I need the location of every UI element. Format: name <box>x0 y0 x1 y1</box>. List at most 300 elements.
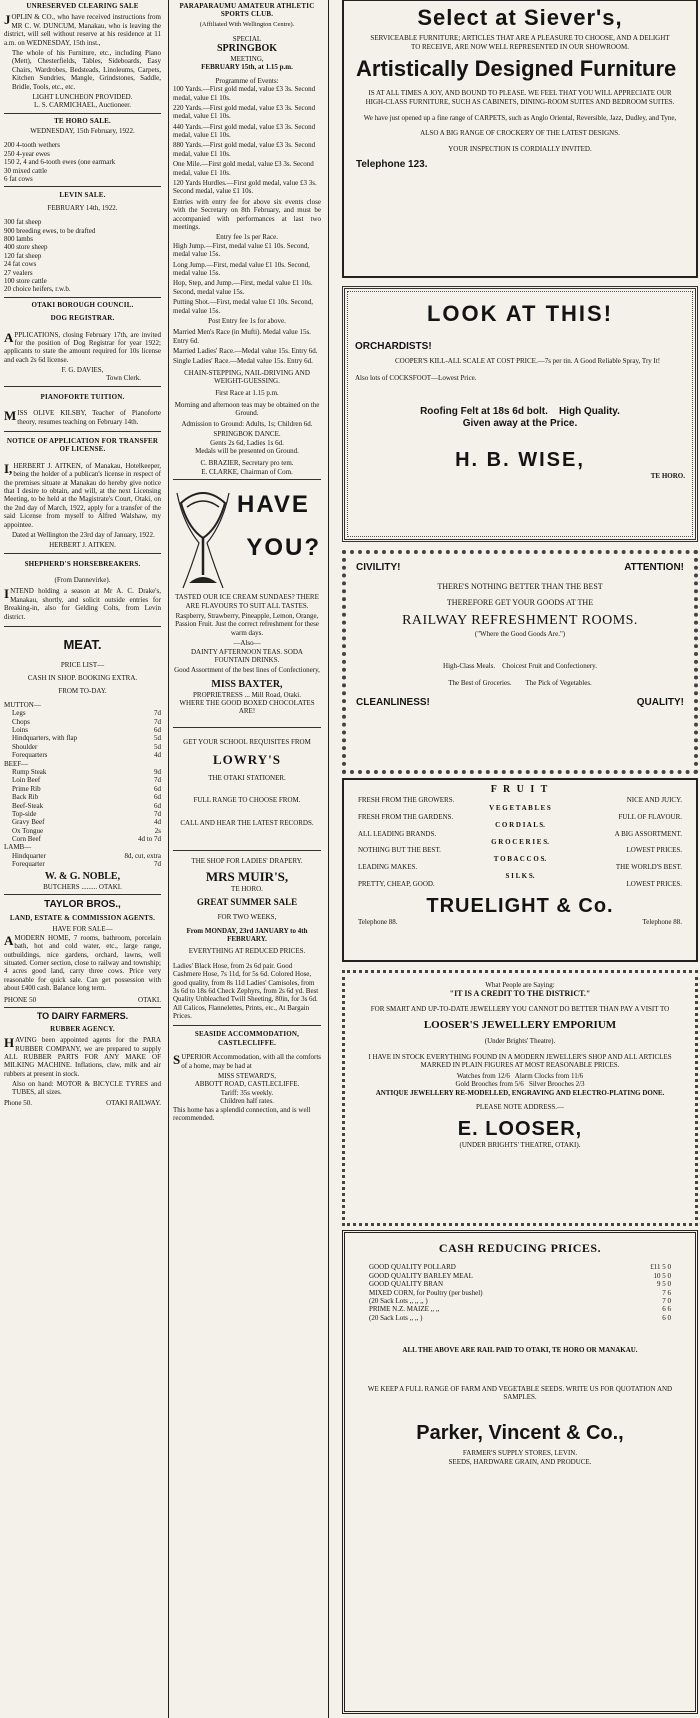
siever-tag: SERVICEABLE FURNITURE; ARTICLES THAT ARE A PLEASURE TO CHOOSE, AND A DELIGHT TO RECEIVE, ARE NOW WELL REPRESENTED IN OUR SHOWROOM. <box>370 34 670 51</box>
muir-dates: From MONDAY, 23rd JANUARY to 4th FEBRUARY. <box>186 926 308 943</box>
meat-price: 6d <box>154 725 161 734</box>
meat-row <box>4 860 161 868</box>
truelight-left: LEADING MAKES. <box>358 863 418 872</box>
parker-stores: FARMER'S SUPPLY STORES, LEVIN. <box>462 1449 578 1458</box>
sports-chair: E. CLARKE, Chairman of Com. <box>201 467 293 476</box>
truelight-right: LOWEST PRICES. <box>626 846 682 855</box>
meat-row <box>4 718 161 726</box>
wise-also: Also lots of COCKSFOOT—Lowest Price. <box>355 373 477 382</box>
truelight-right: THE WORLD'S BEST. <box>615 863 682 872</box>
meat-item: Corn Beef <box>12 835 41 844</box>
sports-event: 880 Yards.—First gold medal, value £3 3s. Second medal, value £1 10s. <box>173 141 316 158</box>
clearing-sale-auctioneer: L. S. CARMICHAEL, Auctioneer. <box>33 101 132 110</box>
wise-ad <box>340 284 700 546</box>
parker-seeds: SEEDS, HARDWARE GRAIN, AND PRODUCE. <box>448 1457 592 1466</box>
truelight-line <box>358 821 682 829</box>
meat-row <box>4 827 161 835</box>
railway-attention: ATTENTION! <box>624 562 684 573</box>
parker-item: (20 Sack Lots ,, ,, ,, ) <box>369 1296 428 1305</box>
parker-price: 10 5 0 <box>653 1271 671 1280</box>
seaside-addr: ABBOTT ROAD, CASTLECLIFFE. <box>194 1080 300 1089</box>
meat-row <box>4 743 161 751</box>
truelight-ad <box>340 778 700 966</box>
wise-cooper: COOPER'S KILL-ALL SCALE AT COST PRICE.—7s per tin. A Good Reliable Spray, Try It! <box>395 357 661 366</box>
meat-price: 4d <box>154 818 161 827</box>
sports-event: 100 Yards.—First gold medal, value £3 3s. Second medal, value £1 10s. <box>173 85 316 102</box>
taylor-sub: LAND, ESTATE & COMMISSION AGENTS. <box>9 914 156 923</box>
lowry-sub: THE OTAKI STATIONER. <box>208 773 286 782</box>
truelight-left: FRESH FROM THE GARDENS. <box>358 812 454 821</box>
truelight-line <box>358 846 682 854</box>
horse-title: SHEPHERD'S HORSEBREAKERS. <box>24 559 141 568</box>
sports-post-entry: Post Entry fee 1s for above. <box>208 316 286 325</box>
levin-sale-item: 400 store sheep <box>4 243 48 252</box>
looser-stock: I HAVE IN STOCK EVERYTHING FOUND IN A MODERN JEWELLER'S SHOP AND ALL ARTICLES MARKED IN PLAIN FIGURES AT MOST REASONABLE PRICES. <box>368 1052 672 1070</box>
taylor-ad <box>4 899 161 1008</box>
siever-phone: Telephone 123. <box>356 159 428 171</box>
sports-other: Single Ladies' Race.—Medal value 15s. Entry 6d. <box>173 357 313 366</box>
parker-row <box>359 1272 681 1280</box>
wise-name: H. B. WISE, <box>455 449 585 472</box>
levin-sale-item: 300 fat sheep <box>4 218 42 227</box>
muir-town: TE HORO. <box>231 884 263 893</box>
truelight-right: FULL OF FLAVOUR. <box>618 812 682 821</box>
looser-antique: ANTIQUE JEWELLERY RE-MODELLED, ENGRAVING AND ELECTRO-PLATING DONE. <box>375 1088 665 1097</box>
railway-ad <box>340 548 700 776</box>
meat-sign: W. & G. NOBLE, <box>44 870 121 882</box>
horse-ad <box>4 560 161 627</box>
te-horo-sale-item: 6 fat cows <box>4 175 33 184</box>
seaside-title: SEASIDE ACCOMMODATION, CASTLECLIFFE. <box>194 1030 300 1047</box>
sports-special: SPECIAL <box>232 34 262 43</box>
piano-ad <box>4 393 161 432</box>
license-ad <box>4 437 161 554</box>
truelight-line <box>358 855 682 863</box>
baxter-ad <box>173 483 321 728</box>
looser-credit: "IT IS A CREDIT TO THE DISTRICT." <box>449 989 591 999</box>
meat-price: 8d, cut, extra <box>124 851 161 860</box>
otaki-council-sign2: Town Clerk. <box>106 374 141 383</box>
dairy-body: HAVING been appointed agents for the PARA RUBBER COMPANY, we are prepared to supply ALL RUBBER PARTS FOR ANY MAKE OF MILKING MACHINE. Inflations, claw, milk and air rubbers at present in stock. <box>4 1035 161 1078</box>
sports-field: High Jump.—First, medal value £1 10s. Second, medal value 15s. <box>173 241 310 259</box>
truelight-left: T O B A C C O S. <box>493 854 547 863</box>
parker-price: 7 0 <box>662 1296 671 1305</box>
meat-row <box>4 818 161 826</box>
meat-price: 4d <box>154 751 161 760</box>
railway-therefore: THEREFORE GET YOUR GOODS AT THE <box>446 597 594 607</box>
meat-row <box>4 776 161 784</box>
license-dated: Dated at Wellington the 23rd day of January, 1922. <box>12 530 155 539</box>
dairy-also: Also on hand: MOTOR & BICYCLE TYRES and TUBES, all sizes. <box>12 1080 161 1097</box>
muir-reduced: EVERYTHING AT REDUCED PRICES. <box>188 947 306 956</box>
license-title: NOTICE OF APPLICATION FOR TRANSFER OF LICENSE. <box>6 437 159 454</box>
meat-price: 7d <box>154 860 161 869</box>
parker-row <box>359 1263 681 1271</box>
siever-carpets: We have just opened up a fine range of CARPETS, such as Anglo Oriental, Reversible, Jazz, Dudley, and Tyne, <box>363 114 677 123</box>
levin-sale-item: 800 lambs <box>4 234 33 243</box>
te-horo-sale-date: WEDNESDAY, 15th February, 1922. <box>30 127 135 136</box>
meat-row <box>4 802 161 810</box>
baxter-have: HAVE <box>237 491 310 519</box>
seaside-tariff: Tariff: 35s weekly. <box>220 1088 274 1097</box>
seaside-children: Children half rates. <box>220 1097 274 1106</box>
meat-item: Top-side <box>12 809 37 818</box>
meat-price: 7d <box>154 776 161 785</box>
meat-row <box>4 734 161 742</box>
meat-from-today: FROM TO-DAY. <box>58 687 107 696</box>
piano-body: MISS OLIVE KILSBY, Teacher of Pianoforte theory, resumes teaching on February 14th. <box>4 408 161 426</box>
te-horo-sale-item: 30 mixed cattle <box>4 166 48 175</box>
railway-nothing: THERE'S NOTHING BETTER THAN THE BEST <box>437 582 603 591</box>
truelight-line <box>358 880 682 888</box>
meat-row <box>4 726 161 734</box>
parker-row <box>359 1305 681 1313</box>
meat-item: Loins <box>12 725 28 734</box>
sports-event: 440 Yards.—First gold medal, value £3 3s. Second medal, value £1 10s. <box>173 122 316 140</box>
railway-frame <box>342 550 698 774</box>
te-horo-sale-item: 250 4-year ewes <box>4 149 50 158</box>
seaside-recom: This home has a splendid connection, and is well recommended. <box>173 1105 311 1122</box>
sports-title: PARAPARAUMU AMATEUR ATHLETIC SPORTS CLUB. <box>179 2 315 19</box>
meat-row <box>4 751 161 759</box>
taylor-body: AMODERN HOME, 7 rooms, bathroom, porcelain bath, hot and cold water, etc., large range, outbuildings, nice gardens, orchard, lawns, well situated. Corner section, close to railway and township; 4 acres good land, carry three cows. Price very reasonable for quick sale. Can get possession with about £400 cash. Balance long term. <box>4 932 161 993</box>
te-horo-sale-ad <box>4 117 161 188</box>
muir-top: THE SHOP FOR LADIES' DRAPERY. <box>191 857 303 865</box>
sports-other: Married Ladies' Race.—Medal value 15s. Entry 6d. <box>173 347 318 356</box>
looser-name: LOOSER'S JEWELLERY EMPORIUM <box>423 1019 617 1032</box>
parker-price: 9 5 0 <box>657 1280 671 1289</box>
parker-item: PRIME N.Z. MAIZE ,, ,, <box>369 1305 440 1314</box>
parker-item: (20 Sack Lots ,, ,, ) <box>369 1313 423 1322</box>
lowry-name: LOWRY'S <box>213 752 281 768</box>
otaki-council-body: APPLICATIONS, closing February 17th, are invited for the position of Dog Registrar for year 1922; applicants to state the amount required for 10s license and each 2s 6d license. <box>4 329 161 364</box>
truelight-line <box>358 838 682 846</box>
railway-where: ("Where the Good Goods Are.") <box>474 629 566 638</box>
dairy-town: OTAKI RAILWAY. <box>106 1098 161 1107</box>
baxter-header <box>173 483 321 593</box>
baxter-teas: DAINTY AFTERNOON TEAS. SODA FOUNTAIN DRINKS. <box>190 647 303 664</box>
railway-clean: CLEANLINESS! <box>356 697 430 709</box>
sports-field: Long Jump.—First, medal value £1 10s. Second, medal value 15s. <box>173 260 310 277</box>
baxter-body: TASTED OUR ICE CREAM SUNDAES? THERE ARE FLAVOURS TO SUIT ALL TASTES. <box>175 593 319 610</box>
truelight-left: PRETTY, CHEAP, GOOD. <box>358 879 435 888</box>
sports-ad <box>173 2 321 480</box>
truelight-phones <box>358 918 682 926</box>
parker-item: GOOD QUALITY BARLEY MEAL <box>369 1271 473 1280</box>
meat-sign2: BUTCHERS ......... OTAKI. <box>43 882 122 891</box>
truelight-left: ALL LEADING BRANDS. <box>358 829 437 838</box>
sports-springbok: SPRINGBOK <box>216 42 277 54</box>
meat-row <box>4 810 161 818</box>
sports-field: Hop, Step, and Jump.—First, medal value £1 10s. Second, medal value 15s. <box>173 279 313 296</box>
truelight-left: FRESH FROM THE GROWERS. <box>358 796 455 804</box>
clearing-sale-body2: The whole of his Furniture, etc., including Piano (Mett), Chesterfields, Tables, Sideboards, Easy Chairs, Wardrobes, Bedsteads, Linoleums, Carpets, Kitchen Sundries, Mangle, Grindstones, Saddle, Bridle, Tools, etc., etc. <box>12 48 161 91</box>
truelight-fruit: F R U I T <box>490 784 550 795</box>
railway-bottom <box>356 697 684 709</box>
looser-watches: Watches from 12/6 Alarm Clocks from 11/6 <box>456 1071 584 1080</box>
clearing-sale-ad <box>4 2 161 114</box>
dairy-phone: Phone 50. <box>4 1098 32 1107</box>
te-horo-sale-item: 150 2, 4 and 6-tooth ewes (one earmark <box>4 158 116 167</box>
te-horo-sale-title: TE HORO SALE. <box>54 116 111 125</box>
baxter-name: MISS BAXTER, <box>211 678 283 690</box>
parker-item: MIXED CORN, for Poultry (per bushel) <box>369 1288 483 1297</box>
meat-item: Legs <box>12 709 26 718</box>
truelight-line <box>358 872 682 880</box>
sports-admission: Admission to Ground: Adults, 1s; Children 6d. <box>181 419 313 428</box>
dairy-footer <box>4 1099 161 1107</box>
railway-groceries: The Best of Groceries. The Pick of Vegetables. <box>448 678 592 687</box>
siever-frame <box>342 0 698 278</box>
sports-event: One Mile.—First gold medal, value £3 3s. Second medal, value £1 10s. <box>173 160 314 177</box>
looser-brooches: Gold Brooches from 5/6 Silver Brooches 2/3 <box>455 1080 585 1089</box>
otaki-council-sign: F. G. DAVIES, <box>61 366 104 375</box>
meat-item: Hindquarter <box>12 851 46 860</box>
meat-price: 7d <box>154 809 161 818</box>
parker-item: GOOD QUALITY BRAN <box>369 1280 444 1289</box>
meat-price: 9d <box>154 767 161 776</box>
sports-affil: (Affiliated With Wellington Centre). <box>199 20 295 28</box>
looser-sig: E. LOOSER, <box>457 1118 583 1141</box>
truelight-left: S I L K S. <box>505 871 535 880</box>
looser-smart: FOR SMART AND UP-TO-DATE JEWELLERY YOU CANNOT DO BETTER THAN PAY A VISIT TO <box>370 1004 670 1013</box>
meat-price: 7d <box>154 709 161 718</box>
parker-price: 6 0 <box>662 1313 671 1322</box>
truelight-name: TRUELIGHT & Co. <box>426 895 614 918</box>
taylor-title: TAYLOR BROS., <box>44 899 121 911</box>
sports-date: FEBRUARY 15th, at 1.15 p.m. <box>201 63 293 72</box>
truelight-line <box>358 830 682 838</box>
levin-sale-item: 100 store cattle <box>4 276 47 285</box>
meat-item: Forequarters <box>12 751 48 760</box>
piano-title: PIANOFORTE TUITION. <box>40 392 125 401</box>
looser-saying: What People are Saying: <box>485 981 555 989</box>
sports-other: Married Men's Race (in Mufti). Medal value 15s. Entry 6d. <box>173 328 311 345</box>
meat-price: 7d <box>154 717 161 726</box>
truelight-right: LOWEST PRICES. <box>626 879 682 888</box>
license-sign: HERBERT J. AITKEN. <box>49 541 116 550</box>
horse-sub: (From Dannevirke). <box>54 576 111 585</box>
truelight-left: NOTHING BUT THE BEST. <box>358 846 441 855</box>
baxter-prop: PROPRIETRESS ... Mill Road, Otaki. <box>193 690 301 699</box>
parker-item: GOOD QUALITY POLLARD <box>369 1263 456 1272</box>
muir-sale: GREAT SUMMER SALE <box>196 897 298 908</box>
parker-keep: WE KEEP A FULL RANGE OF FARM AND VEGETABLE SEEDS. WRITE US FOR QUOTATION AND SAMPLES. <box>367 1384 673 1401</box>
levin-sale-item: 120 fat sheep <box>4 251 42 260</box>
seaside-body: SUPERIOR Accommodation, with all the comforts of a home, may be had at <box>173 1052 321 1070</box>
sports-programme: Programme of Events: <box>215 76 279 85</box>
levin-sale-item: 900 breeding ewes, to be drafted <box>4 226 96 235</box>
wise-town: TE HORO. <box>650 472 685 481</box>
levin-sale-date: FEBRUARY 14th, 1922. <box>47 203 118 212</box>
meat-item: Chops <box>12 717 30 726</box>
parker-row <box>359 1289 681 1297</box>
meat-beef-label: BEEF— <box>4 759 29 768</box>
parker-row <box>359 1297 681 1305</box>
meat-price: 6d <box>154 801 161 810</box>
railway-quality: QUALITY! <box>636 697 684 709</box>
truelight-frame <box>342 778 698 962</box>
looser-ad <box>340 968 700 1228</box>
meat-row <box>4 768 161 776</box>
meat-price: 6d <box>154 793 161 802</box>
meat-item: Forequarter <box>12 860 45 869</box>
meat-item: Beef-Steak <box>12 801 44 810</box>
meat-cash: CASH IN SHOP. BOOKING EXTRA. <box>27 674 138 683</box>
otaki-council-ad <box>4 301 161 387</box>
meat-price: 2s <box>154 826 161 835</box>
looser-under: (Under Brights' Theatre). <box>484 1036 556 1045</box>
levin-sale-item: 20 choice heifers, r.w.b. <box>4 285 71 294</box>
parker-frame <box>342 1230 698 1714</box>
sports-fee: Entry fee 1s per Race. <box>216 233 278 242</box>
column-rule <box>328 0 329 1718</box>
wise-orchard: ORCHARDISTS! <box>355 341 432 353</box>
truelight-line <box>358 804 682 812</box>
dairy-sub: RUBBER AGENCY. <box>50 1024 115 1033</box>
sports-tea: Morning and afternoon teas may be obtained on the Ground. <box>174 401 320 418</box>
sports-first-race: First Race at 1.15 p.m. <box>215 388 279 397</box>
looser-note: PLEASE NOTE ADDRESS.— <box>475 1102 565 1111</box>
column-1 <box>0 0 166 1718</box>
meat-item: Ox Tongue <box>12 826 44 835</box>
baxter-where: WHERE THE GOOD BOXED CHOCOLATES ARE! <box>179 699 315 716</box>
meat-price: 5d <box>154 742 161 751</box>
meat-price: 4d to 7d <box>138 835 161 844</box>
meat-item: Shoulder <box>12 742 38 751</box>
parker-rail: ALL THE ABOVE ARE RAIL PAID TO OTAKI, TE HORO OR MANAKAU. <box>402 1346 638 1355</box>
levin-sale-item: 24 fat cows <box>4 260 37 269</box>
taylor-for-sale: HAVE FOR SALE— <box>52 925 113 934</box>
clearing-sale-title: UNRESERVED CLEARING SALE <box>26 2 139 10</box>
meat-item: Hindquarters, with flap <box>12 734 78 743</box>
looser-frame <box>342 970 698 1226</box>
meat-item: Gravy Beef <box>12 818 45 827</box>
clearing-sale-lunch: LIGHT LUNCHEON PROVIDED. <box>32 92 133 101</box>
sports-entries: Entries with entry fee for above six events close with the Secretary on 8th February, and must be accompanied with performances at last two meetings. <box>173 197 321 231</box>
baxter-also: —Also— <box>233 639 261 648</box>
horse-body: INTEND holding a season at Mr A. C. Drake's, Manakau, shortly, and solicit outside entries for Breaking-in, also for Gelding Colts, from Levin district. <box>4 586 161 621</box>
dairy-title: TO DAIRY FARMERS. <box>36 1010 129 1021</box>
railway-name: RAILWAY REFRESHMENT ROOMS. <box>402 613 638 629</box>
meat-row <box>4 852 161 860</box>
muir-name: MRS MUIR'S, <box>205 869 289 885</box>
railway-top <box>356 562 684 574</box>
meat-lamb-label: LAMB— <box>4 843 32 852</box>
levin-sale-title: LEVIN SALE. <box>59 191 106 200</box>
truelight-left: C O R D I A L S. <box>495 821 545 830</box>
truelight-left: V E G E T A B L E S <box>489 804 551 813</box>
meat-row <box>4 793 161 801</box>
sports-meeting: MEETING, <box>230 54 264 63</box>
otaki-council-title: OTAKI BOROUGH COUNCIL. <box>31 300 134 309</box>
railway-civility: CIVILITY! <box>356 562 401 573</box>
truelight-phone-left: Telephone 88. <box>358 918 398 927</box>
parker-name: Parker, Vincent & Co., <box>416 1422 624 1445</box>
parker-price: £11 5 0 <box>650 1263 671 1272</box>
sports-field: Putting Shot.—First, medal value £1 10s. Second, medal value 15s. <box>173 298 313 315</box>
seaside-name: MISS STEWARD'S, <box>217 1072 277 1081</box>
looser-addr: (UNDER BRIGHTS' THEATRE, OTAKI). <box>459 1141 581 1150</box>
siever-ad <box>340 0 700 282</box>
taylor-phone: PHONE 50 <box>4 995 37 1004</box>
lowry-range: FULL RANGE TO CHOOSE FROM. <box>193 796 301 805</box>
wise-frame <box>342 286 698 542</box>
sports-medals: Medals will be presented on Ground. <box>195 446 299 455</box>
baxter-have-you <box>237 483 321 563</box>
meat-row <box>4 835 161 843</box>
truelight-left: G R O C E R I E S. <box>491 837 549 846</box>
parker-ad <box>340 1230 700 1718</box>
meat-row <box>4 785 161 793</box>
muir-ad <box>173 857 321 1026</box>
meat-item: Back Rib <box>12 793 39 802</box>
muir-weeks: FOR TWO WEEKS, <box>217 913 277 922</box>
meat-item: Loin Beef <box>12 776 41 785</box>
sports-event: 120 Yards Hurdles.—First gold medal, value £3 3s. Second medal, value £1 10s. <box>173 179 317 196</box>
baxter-you: YOU? <box>246 533 321 561</box>
parker-row <box>359 1314 681 1322</box>
parker-price: 6 6 <box>662 1305 671 1314</box>
column-rule <box>168 0 169 1718</box>
parker-price: 7 6 <box>662 1288 671 1297</box>
sports-chain: CHAIN-STEPPING, NAIL-DRIVING AND WEIGHT-GUESSING. <box>184 368 310 386</box>
meat-price: 5d <box>154 734 161 743</box>
meat-row <box>4 709 161 717</box>
truelight-right: A BIG ASSORTMENT. <box>614 829 682 838</box>
truelight-phone-right: Telephone 88. <box>642 918 682 927</box>
column-2 <box>170 0 326 1718</box>
sports-event: 220 Yards.—First gold medal, value £3 3s. Second medal, value £1 10s. <box>173 103 316 121</box>
truelight-line <box>358 863 682 871</box>
truelight-line <box>358 796 682 804</box>
meat-price: 6d <box>154 784 161 793</box>
meat-ad <box>4 637 161 895</box>
meat-mutton-label: MUTTON— <box>4 700 41 709</box>
dairy-ad <box>4 1011 161 1110</box>
levin-sale-item: 27 vealers <box>4 268 33 277</box>
siever-headline: Artistically Designed Furniture <box>356 56 677 82</box>
siever-crockery: ALSO A BIG RANGE OF CROCKERY OF THE LATEST DESIGNS. <box>420 128 620 137</box>
siever-title: Select at Siever's, <box>417 5 623 30</box>
seaside-ad <box>173 1030 321 1127</box>
otaki-council-subtitle: DOG REGISTRAR. <box>50 314 115 323</box>
sports-dance-price: Gents 2s 6d, Ladies 1s 6d. <box>210 438 284 447</box>
meat-item: Prime Rib <box>12 784 41 793</box>
lowry-get: GET YOUR SCHOOL REQUISITES FROM <box>183 737 311 746</box>
muir-items: Ladies' Black Hose, from 2s 6d pair. Good Cashmere Hose, 7s 11d, for 5s 6d. Colored Hose, good quality, from 8s 11d Ladies' Camisoles, from 3s 6d to 18s 6d Check Zephyrs, from 2s 6d yd. Best Quality Unbleached Twill Sheeting, 80in, for 3s 6d. All Calicos, Flannelettes, Prints, etc., At Bargain Prices. <box>173 961 319 1021</box>
lowry-records: CALL AND HEAR THE LATEST RECORDS. <box>180 818 314 827</box>
parker-row <box>359 1280 681 1288</box>
ice-cream-glass-icon <box>173 483 233 593</box>
baxter-confec: Good Assortment of the best lines of Confectionery, <box>174 666 320 675</box>
clearing-sale-body: JOPLIN & CO., who have received instructions from MR C. W. DUNCUM, Manakau, who is leaving the district, will sell without reserve at his residence at 11 a.m. on WEDNESDAY, 15th inst., <box>4 12 161 47</box>
baxter-flavours: Raspberry, Strawberry, Pineapple, Lemon, Orange, Passion Fruit. Just the correct refreshment for these warm days. <box>175 611 319 637</box>
railway-meals: High-Class Meals. Choicest Fruit and Confectionery. <box>443 662 597 671</box>
siever-inspection: YOUR INSPECTION IS CORDIALLY INVITED. <box>448 144 592 153</box>
lowry-ad <box>173 738 321 851</box>
truelight-right: NICE AND JUICY. <box>626 796 682 804</box>
parker-title: CASH REDUCING PRICES. <box>438 1241 602 1255</box>
wise-given: Given away at the Price. <box>462 418 578 430</box>
truelight-line <box>358 813 682 821</box>
meat-item: Rump Steak <box>12 767 47 776</box>
siever-body: IS AT ALL TIMES A JOY, AND BOUND TO PLEASE. WE FEEL THAT YOU WILL APPRECIATE OUR HIGH-CLASS FURNITURE, SUCH AS CABINETS, DINING-ROOM SUITES AND BEDROOM SUITES. <box>365 89 675 106</box>
wise-look: LOOK AT THIS! <box>426 301 614 326</box>
sports-dance: SPRINGBOK DANCE. <box>213 430 281 439</box>
meat-title: MEAT. <box>63 637 102 653</box>
wise-roofing: Roofing Felt at 18s 6d bolt. High Quality. <box>420 406 620 418</box>
